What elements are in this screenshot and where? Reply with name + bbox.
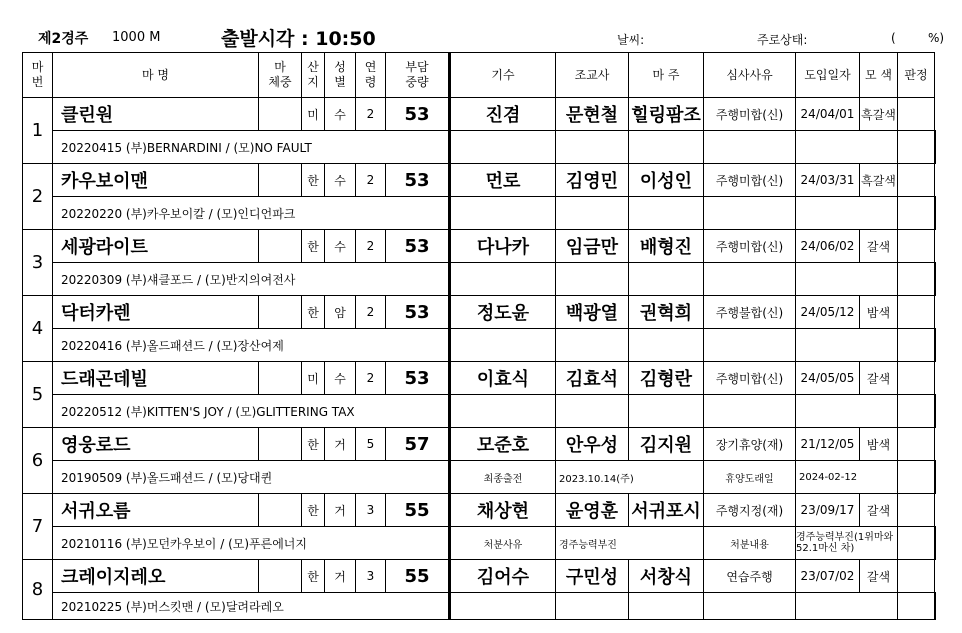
horse-name: 영웅로드 bbox=[53, 428, 259, 461]
blank-cell bbox=[935, 131, 936, 164]
blank-cell bbox=[704, 197, 796, 230]
count-cell bbox=[259, 494, 302, 527]
col-reason: 심사사유 bbox=[704, 53, 796, 98]
blank-cell bbox=[704, 593, 796, 620]
jockey-cell: 이효식 bbox=[450, 362, 556, 395]
blank-cell bbox=[629, 263, 704, 296]
race-header bbox=[0, 0, 962, 52]
post-number: 2 bbox=[23, 164, 53, 230]
owner-cell: 서창식 bbox=[629, 560, 704, 593]
age-cell: 5 bbox=[356, 428, 386, 461]
blank-cell bbox=[935, 263, 936, 296]
judge-cell bbox=[898, 164, 935, 197]
reason-cell: 연습주행 bbox=[704, 560, 796, 593]
pedigree-row bbox=[23, 395, 936, 428]
horse-name: 닥터카렌 bbox=[53, 296, 259, 329]
count-cell bbox=[259, 362, 302, 395]
pedigree-cell: 20220416 (부)올드패션드 / (모)장산여제 bbox=[53, 329, 450, 362]
extra-value-1: 경주능력부진 bbox=[556, 527, 704, 560]
age-cell: 2 bbox=[356, 164, 386, 197]
color-cell: 갈색 bbox=[860, 230, 898, 263]
trainer-cell: 문현철 bbox=[556, 98, 629, 131]
horse-name: 크레이지레오 bbox=[53, 560, 259, 593]
jockey-cell: 채상현 bbox=[450, 494, 556, 527]
blank-cell bbox=[898, 527, 935, 560]
pedigree-row bbox=[23, 131, 936, 164]
extra-value-2: 경주능력부진(1위마와 52.1마신 차) bbox=[796, 527, 898, 560]
blank-cell bbox=[796, 197, 898, 230]
weather-label: 날씨: bbox=[617, 33, 645, 47]
moisture-close: %) bbox=[928, 31, 945, 45]
age-cell: 2 bbox=[356, 296, 386, 329]
count-cell bbox=[259, 164, 302, 197]
blank-cell bbox=[796, 593, 898, 620]
col-color: 모 색 bbox=[860, 53, 898, 98]
judge-cell bbox=[898, 494, 935, 527]
race-number: 제2경주 bbox=[38, 31, 89, 47]
trainer-cell: 안우성 bbox=[556, 428, 629, 461]
count-cell bbox=[259, 296, 302, 329]
horse-name: 서귀오름 bbox=[53, 494, 259, 527]
judge-cell bbox=[898, 428, 935, 461]
weight-cell: 53 bbox=[386, 362, 450, 395]
blank-cell bbox=[796, 395, 898, 428]
blank-cell bbox=[629, 131, 704, 164]
color-cell: 갈색 bbox=[860, 362, 898, 395]
sex-cell: 수 bbox=[325, 164, 356, 197]
blank-cell bbox=[898, 263, 935, 296]
blank-cell bbox=[935, 593, 936, 620]
trainer-cell: 백광열 bbox=[556, 296, 629, 329]
pedigree-row bbox=[23, 593, 936, 620]
owner-cell: 힐링팜조 bbox=[629, 98, 704, 131]
blank-cell bbox=[704, 395, 796, 428]
pedigree-row bbox=[23, 263, 936, 296]
post-number: 1 bbox=[23, 98, 53, 164]
post-number: 8 bbox=[23, 560, 53, 620]
weight-cell: 55 bbox=[386, 494, 450, 527]
weight-cell: 55 bbox=[386, 560, 450, 593]
entry-row bbox=[23, 494, 936, 527]
origin-cell: 미 bbox=[302, 98, 325, 131]
pedigree-cell: 20210225 (부)머스킷맨 / (모)달려라레오 bbox=[53, 593, 450, 620]
blank-cell bbox=[629, 329, 704, 362]
pedigree-cell: 20220512 (부)KITTEN'S JOY / (모)GLITTERING TAX bbox=[53, 395, 450, 428]
date-cell: 23/07/02 bbox=[796, 560, 860, 593]
count-cell bbox=[259, 428, 302, 461]
entry-table bbox=[22, 52, 936, 620]
blank-cell bbox=[704, 263, 796, 296]
col-trainer: 조교사 bbox=[556, 53, 629, 98]
blank-cell bbox=[898, 197, 935, 230]
owner-cell: 김지원 bbox=[629, 428, 704, 461]
sex-cell: 수 bbox=[325, 98, 356, 131]
extra-label-2: 휴양도래일 bbox=[704, 461, 796, 494]
color-cell: 흑갈색 bbox=[860, 164, 898, 197]
owner-cell: 이성인 bbox=[629, 164, 704, 197]
col-sex: 성 별 bbox=[325, 53, 356, 98]
blank-cell bbox=[796, 329, 898, 362]
col-origin: 산 지 bbox=[302, 53, 325, 98]
extra-label-2: 처분내용 bbox=[704, 527, 796, 560]
extra-value-2: 2024-02-12 bbox=[796, 461, 898, 494]
blank-cell bbox=[556, 197, 629, 230]
entry-row bbox=[23, 164, 936, 197]
blank-cell bbox=[796, 263, 898, 296]
blank-cell bbox=[450, 131, 556, 164]
blank-cell bbox=[450, 395, 556, 428]
color-cell: 밤색 bbox=[860, 428, 898, 461]
date-cell: 24/06/02 bbox=[796, 230, 860, 263]
blank-cell bbox=[935, 527, 936, 560]
blank-cell bbox=[935, 395, 936, 428]
col-judge: 판정 bbox=[898, 53, 935, 98]
jockey-cell: 진겸 bbox=[450, 98, 556, 131]
blank-cell bbox=[556, 131, 629, 164]
horse-name: 클린원 bbox=[53, 98, 259, 131]
entry-row bbox=[23, 560, 936, 593]
reason-cell: 주행미합(신) bbox=[704, 98, 796, 131]
reason-cell: 주행미합(신) bbox=[704, 362, 796, 395]
trainer-cell: 김효석 bbox=[556, 362, 629, 395]
horse-name: 드래곤데빌 bbox=[53, 362, 259, 395]
col-no: 마 번 bbox=[23, 53, 53, 98]
extra-value-1: 2023.10.14(주) bbox=[556, 461, 704, 494]
judge-cell bbox=[898, 560, 935, 593]
reason-cell: 주행미합(신) bbox=[704, 164, 796, 197]
trainer-cell: 윤영훈 bbox=[556, 494, 629, 527]
blank-cell bbox=[898, 131, 935, 164]
pedigree-row bbox=[23, 461, 936, 494]
blank-cell bbox=[450, 263, 556, 296]
origin-cell: 한 bbox=[302, 494, 325, 527]
sex-cell: 거 bbox=[325, 428, 356, 461]
col-weight: 부담 중량 bbox=[386, 53, 450, 98]
blank-cell bbox=[704, 329, 796, 362]
owner-cell: 권혁희 bbox=[629, 296, 704, 329]
origin-cell: 한 bbox=[302, 230, 325, 263]
date-cell: 21/12/05 bbox=[796, 428, 860, 461]
col-count: 마 체중 bbox=[259, 53, 302, 98]
col-date: 도입일자 bbox=[796, 53, 860, 98]
age-cell: 2 bbox=[356, 98, 386, 131]
jockey-cell: 먼로 bbox=[450, 164, 556, 197]
col-name: 마 명 bbox=[53, 53, 259, 98]
track-condition-label: 주로상태: bbox=[757, 33, 808, 47]
header-row bbox=[23, 53, 936, 98]
blank-cell bbox=[935, 329, 936, 362]
blank-cell bbox=[556, 593, 629, 620]
count-cell bbox=[259, 98, 302, 131]
owner-cell: 김형란 bbox=[629, 362, 704, 395]
color-cell: 갈색 bbox=[860, 494, 898, 527]
reason-cell: 주행미합(신) bbox=[704, 230, 796, 263]
color-cell: 밤색 bbox=[860, 296, 898, 329]
pedigree-cell: 20210116 (부)모던카우보이 / (모)푸른에너지 bbox=[53, 527, 450, 560]
post-number: 5 bbox=[23, 362, 53, 428]
sex-cell: 거 bbox=[325, 560, 356, 593]
start-time: 출발시각 : 10:50 bbox=[221, 28, 376, 50]
judge-cell bbox=[898, 362, 935, 395]
post-number: 3 bbox=[23, 230, 53, 296]
blank-cell bbox=[796, 131, 898, 164]
blank-cell bbox=[935, 197, 936, 230]
col-age: 연 령 bbox=[356, 53, 386, 98]
col-jockey: 기수 bbox=[450, 53, 556, 98]
date-cell: 23/09/17 bbox=[796, 494, 860, 527]
date-cell: 24/03/31 bbox=[796, 164, 860, 197]
col-owner: 마 주 bbox=[629, 53, 704, 98]
sex-cell: 거 bbox=[325, 494, 356, 527]
sex-cell: 수 bbox=[325, 362, 356, 395]
jockey-cell: 모준호 bbox=[450, 428, 556, 461]
blank-cell bbox=[556, 263, 629, 296]
pedigree-row bbox=[23, 527, 936, 560]
blank-cell bbox=[450, 593, 556, 620]
reason-cell: 주행지정(재) bbox=[704, 494, 796, 527]
post-number: 7 bbox=[23, 494, 53, 560]
blank-cell bbox=[629, 395, 704, 428]
origin-cell: 한 bbox=[302, 428, 325, 461]
pedigree-cell: 20220309 (부)섀클포드 / (모)반지의여전사 bbox=[53, 263, 450, 296]
extra-label-1: 처분사유 bbox=[450, 527, 556, 560]
horse-name: 세광라이트 bbox=[53, 230, 259, 263]
owner-cell: 서귀포시 bbox=[629, 494, 704, 527]
pedigree-row bbox=[23, 329, 936, 362]
sex-cell: 수 bbox=[325, 230, 356, 263]
weight-cell: 53 bbox=[386, 164, 450, 197]
origin-cell: 한 bbox=[302, 164, 325, 197]
blank-cell bbox=[898, 395, 935, 428]
age-cell: 3 bbox=[356, 560, 386, 593]
weight-cell: 57 bbox=[386, 428, 450, 461]
pedigree-row bbox=[23, 197, 936, 230]
pedigree-cell: 20190509 (부)올드패션드 / (모)당대퀸 bbox=[53, 461, 450, 494]
judge-cell bbox=[898, 296, 935, 329]
reason-cell: 주행불합(신) bbox=[704, 296, 796, 329]
moisture-open: ( bbox=[891, 31, 896, 45]
pedigree-cell: 20220220 (부)카우보이칼 / (모)인디언파크 bbox=[53, 197, 450, 230]
entry-row bbox=[23, 98, 936, 131]
entry-row bbox=[23, 230, 936, 263]
blank-cell bbox=[898, 461, 935, 494]
count-cell bbox=[259, 560, 302, 593]
weight-cell: 53 bbox=[386, 230, 450, 263]
judge-cell bbox=[898, 230, 935, 263]
sex-cell: 암 bbox=[325, 296, 356, 329]
blank-cell bbox=[450, 197, 556, 230]
trainer-cell: 구민성 bbox=[556, 560, 629, 593]
trainer-cell: 임금만 bbox=[556, 230, 629, 263]
blank-cell bbox=[898, 329, 935, 362]
blank-cell bbox=[556, 395, 629, 428]
trainer-cell: 김영민 bbox=[556, 164, 629, 197]
entry-row bbox=[23, 428, 936, 461]
blank-cell bbox=[935, 461, 936, 494]
blank-cell bbox=[556, 329, 629, 362]
weight-cell: 53 bbox=[386, 98, 450, 131]
origin-cell: 한 bbox=[302, 560, 325, 593]
post-number: 4 bbox=[23, 296, 53, 362]
post-number: 6 bbox=[23, 428, 53, 494]
color-cell: 흑갈색 bbox=[860, 98, 898, 131]
horse-name: 카우보이맨 bbox=[53, 164, 259, 197]
weight-cell: 53 bbox=[386, 296, 450, 329]
color-cell: 갈색 bbox=[860, 560, 898, 593]
blank-cell bbox=[629, 593, 704, 620]
race-distance: 1000 M bbox=[112, 30, 161, 45]
blank-cell bbox=[898, 593, 935, 620]
jockey-cell: 다나카 bbox=[450, 230, 556, 263]
extra-label-1: 최종출전 bbox=[450, 461, 556, 494]
origin-cell: 미 bbox=[302, 362, 325, 395]
blank-cell bbox=[450, 329, 556, 362]
reason-cell: 장기휴양(재) bbox=[704, 428, 796, 461]
pedigree-cell: 20220415 (부)BERNARDINI / (모)NO FAULT bbox=[53, 131, 450, 164]
entry-row bbox=[23, 362, 936, 395]
blank-cell bbox=[704, 131, 796, 164]
judge-cell bbox=[898, 98, 935, 131]
age-cell: 2 bbox=[356, 230, 386, 263]
blank-cell bbox=[629, 197, 704, 230]
age-cell: 2 bbox=[356, 362, 386, 395]
age-cell: 3 bbox=[356, 494, 386, 527]
count-cell bbox=[259, 230, 302, 263]
entry-row bbox=[23, 296, 936, 329]
owner-cell: 배형진 bbox=[629, 230, 704, 263]
date-cell: 24/05/05 bbox=[796, 362, 860, 395]
jockey-cell: 김어수 bbox=[450, 560, 556, 593]
date-cell: 24/04/01 bbox=[796, 98, 860, 131]
jockey-cell: 정도윤 bbox=[450, 296, 556, 329]
date-cell: 24/05/12 bbox=[796, 296, 860, 329]
origin-cell: 한 bbox=[302, 296, 325, 329]
